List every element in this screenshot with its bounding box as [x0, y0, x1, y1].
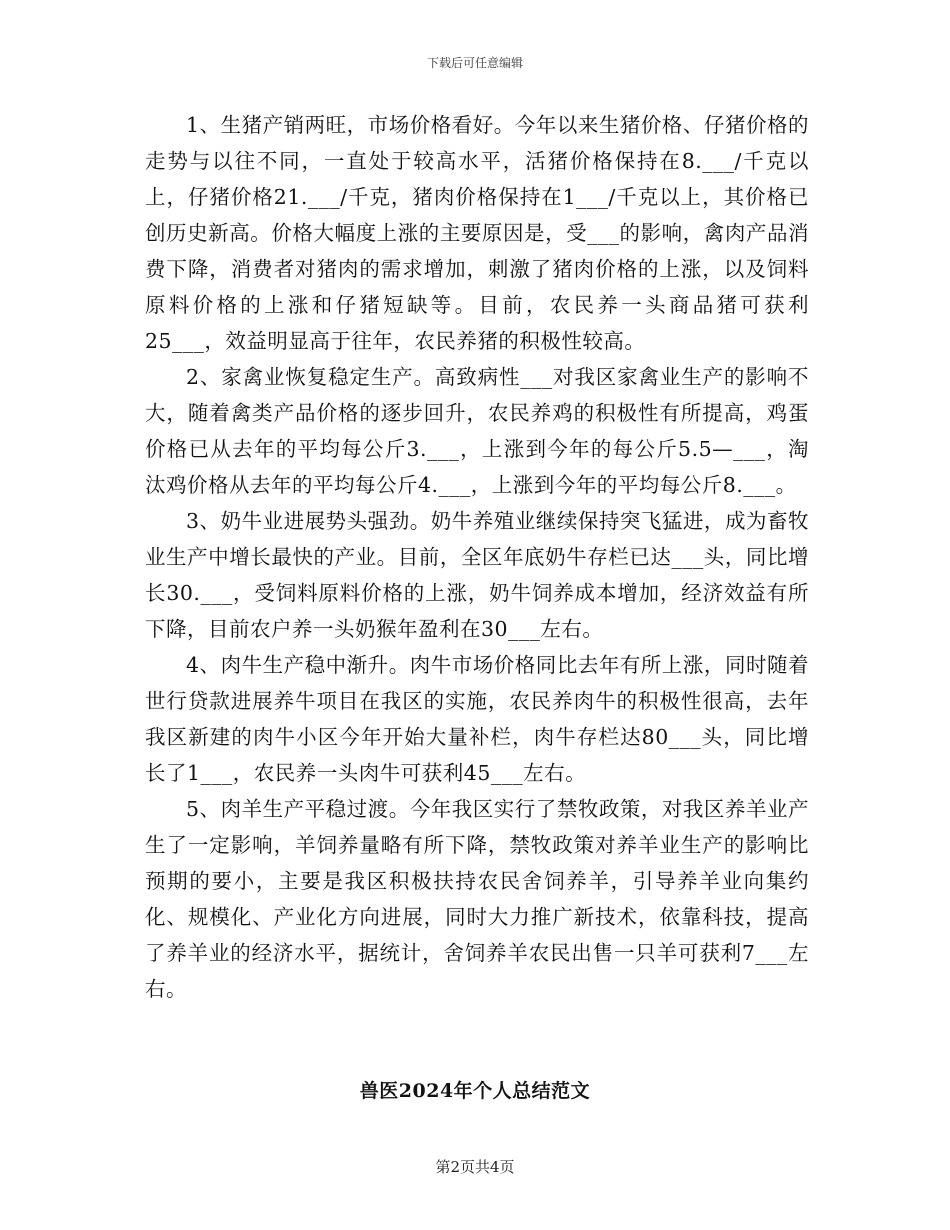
- page-number-footer: 第2页共4页: [435, 1158, 515, 1176]
- paragraph-poultry: 2、家禽业恢复稳定生产。高致病性___对我区家禽业生产的影响不大，随着禽类产品价格的逐步回升，农民养鸡的积极性有所提高，鸡蛋价格已从去年的平均每公斤3.___，上涨到今年的每公斤5.5—___，淘汰鸡价格从去年的平均每公斤4.___，上涨到今年的平均每公斤8.___。: [145, 365, 809, 497]
- paragraph-pigs: 1、生猪产销两旺，市场价格看好。今年以来生猪价格、仔猪价格的走势与以往不同，一直处于较高水平，活猪价格保持在8.___/千克以上，仔猪价格21.___/千克，猪肉价格保持在1___/千克以上，其价格已创历史新高。价格大幅度上涨的主要原因是，受___的影响，禽肉产品消费下降，消费者对猪肉的需求增加，刺激了猪肉价格的上涨，以及饲料原料价格的上涨和仔猪短缺等。目前，农民养一头商品猪可获利25___，效益明显高于往年，农民养猪的积极性较高。: [145, 113, 809, 353]
- paragraph-dairy-cattle: 3、奶牛业进展势头强劲。奶牛养殖业继续保持突飞猛进，成为畜牧业生产中增长最快的产业。目前，全区年底奶牛存栏已达___头，同比增长30.___，受饲料原料价格的上涨，奶牛饲养成本增加，经济效益有所下降，目前农户养一头奶猴年盈利在30___左右。: [145, 509, 809, 641]
- document-body: [145, 107, 809, 1007]
- paragraph-beef-cattle: 4、肉牛生产稳中渐升。肉牛市场价格同比去年有所上涨，同时随着世行贷款进展养牛项目在我区的实施，农民养肉牛的积极性很高，去年我区新建的肉牛小区今年开始大量补栏，肉牛存栏达80___头，同比增长了1___，农民养一头肉牛可获利45___左右。: [145, 653, 809, 785]
- paragraph-sheep: 5、肉羊生产平稳过渡。今年我区实行了禁牧政策，对我区养羊业产生了一定影响，羊饲养量略有所下降，禁牧政策对养羊业生产的影响比预期的要小，主要是我区积极扶持农民舍饲养羊，引导养羊业向集约化、规模化、产业化方向进展，同时大力推广新技术，依靠科技，提高了养羊业的经济水平，据统计，舍饲养羊农民出售一只羊可获利7___左右。: [145, 797, 809, 1001]
- section-title: 兽医2024年个人总结范文: [359, 1080, 591, 1102]
- page-header: 下载后可任意编辑: [426, 56, 523, 70]
